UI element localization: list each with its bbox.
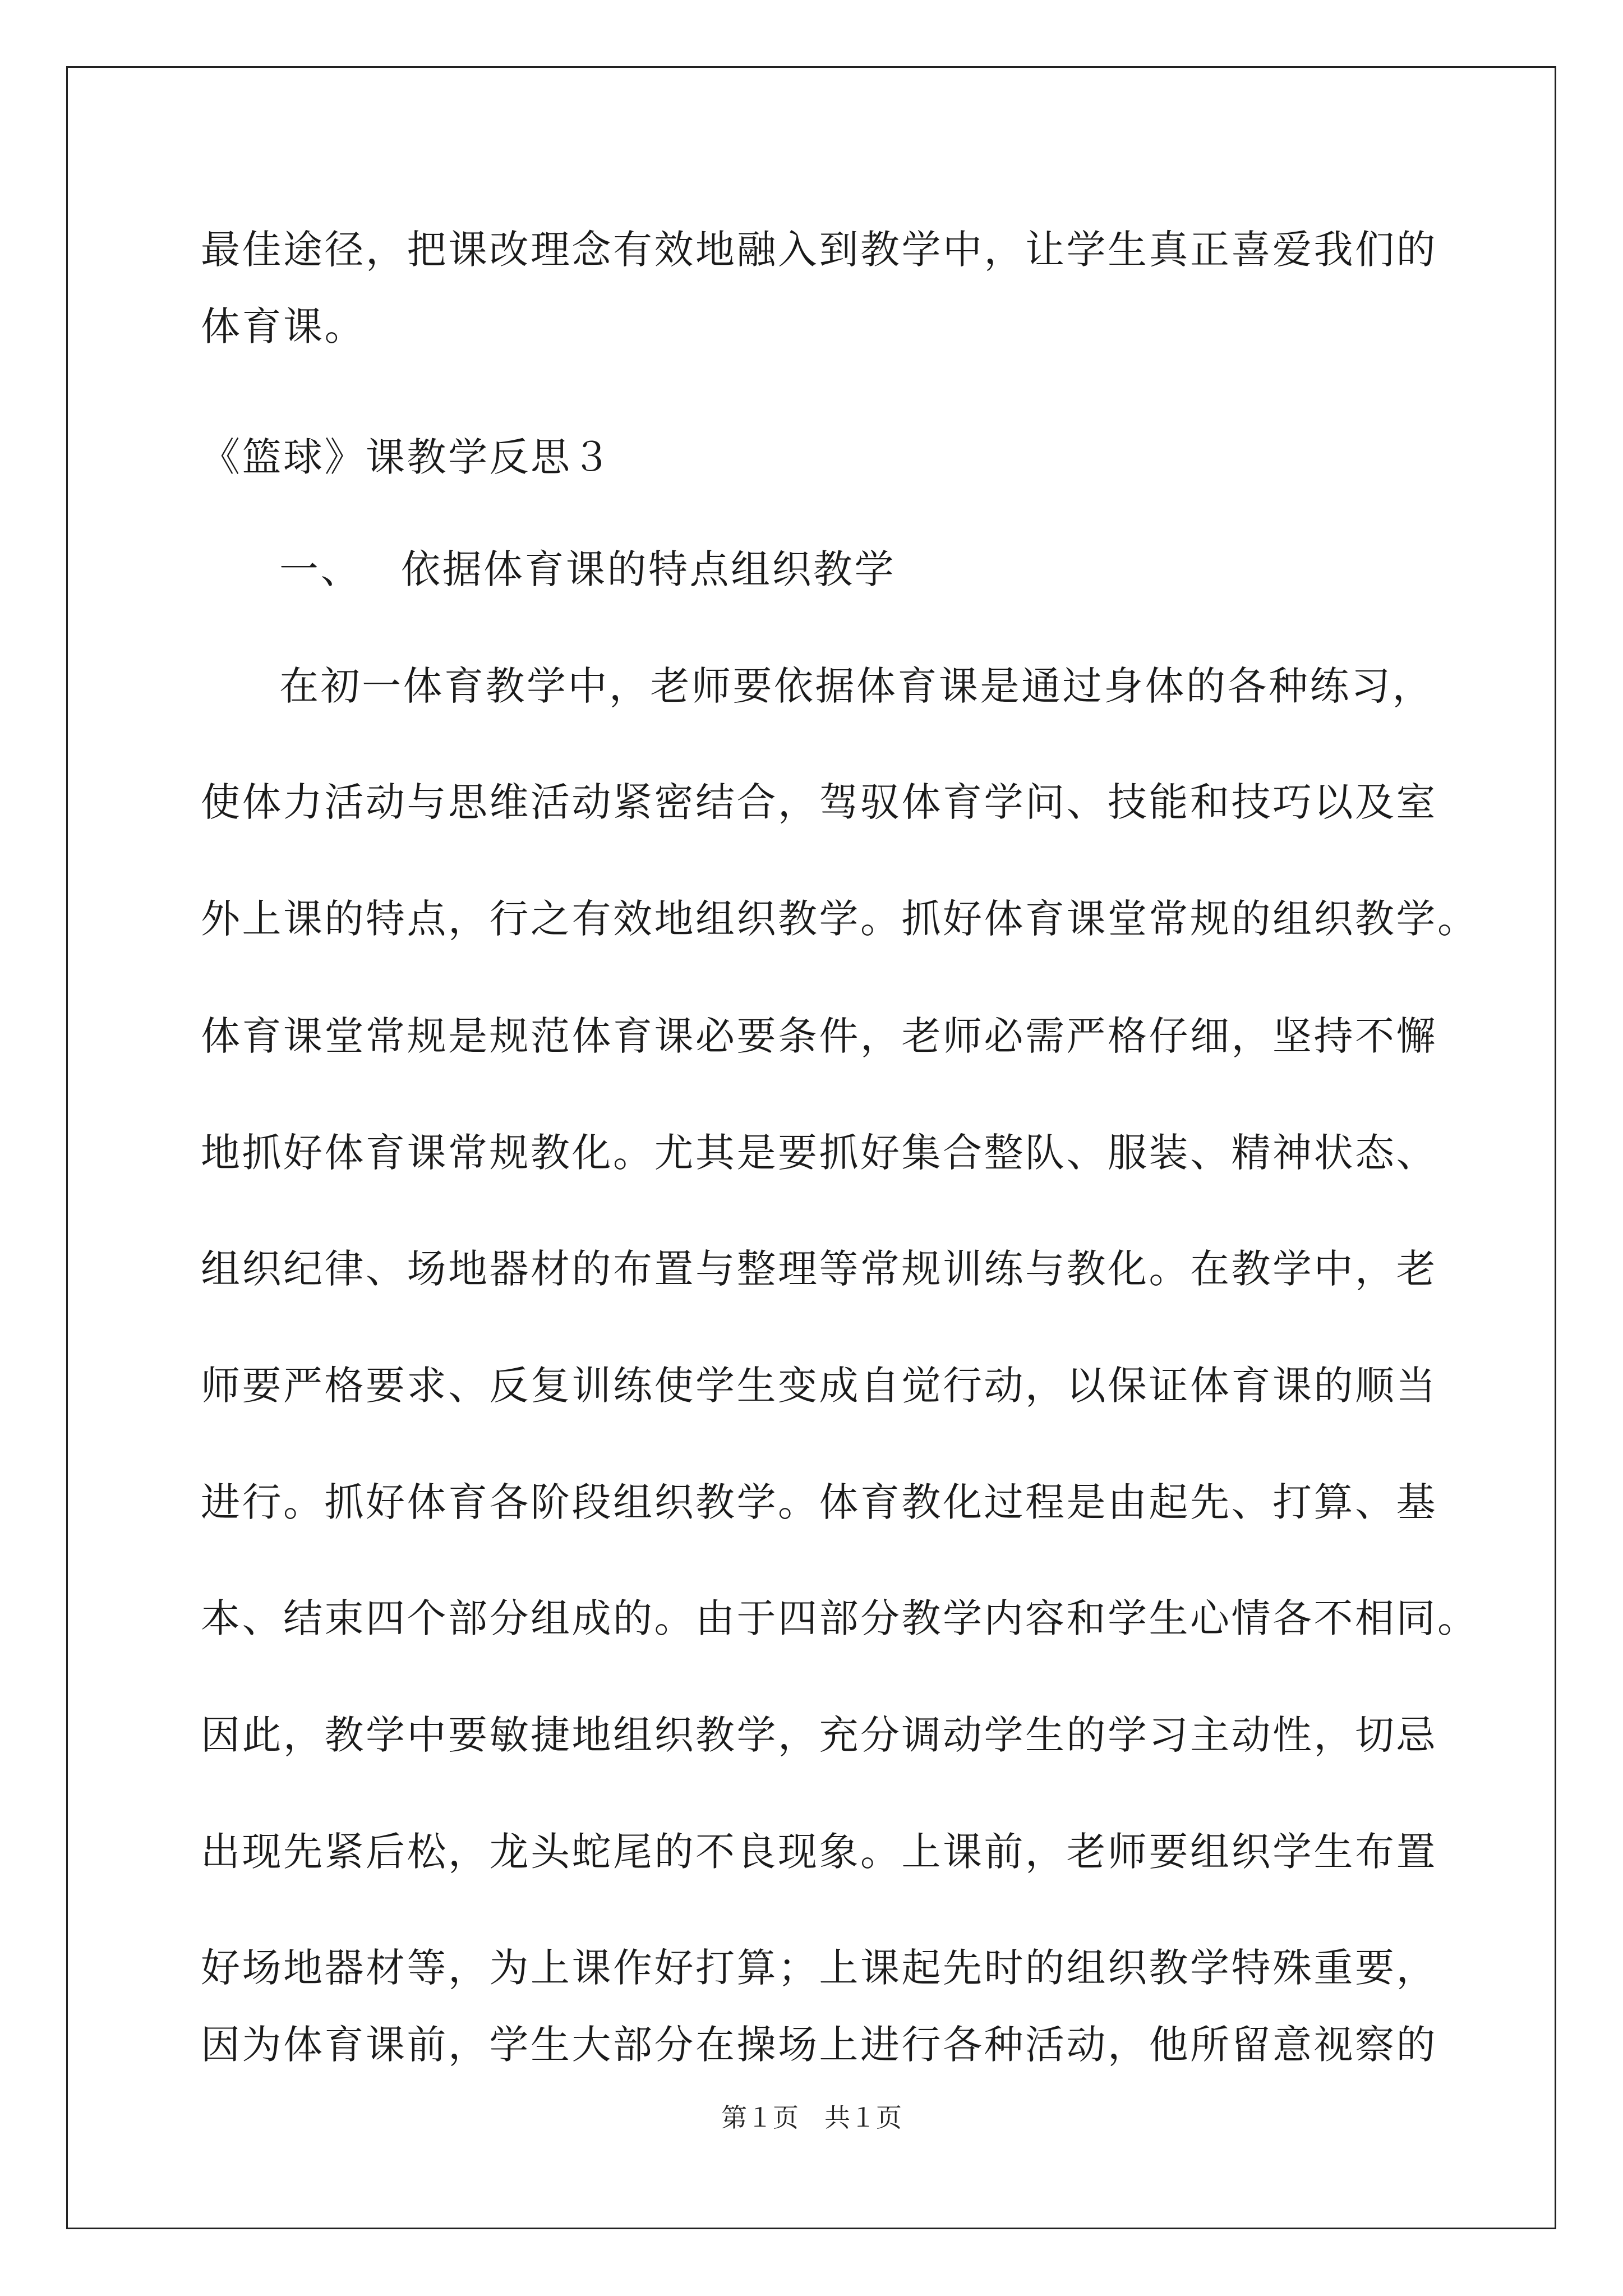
text-line-9: 师要严格要求、反复训练使学生变成自觉行动，以保证体育课的顺当 xyxy=(201,1363,1437,1409)
text-line-1: 最佳途径，把课改理念有效地融入到教学中，让学生真正喜爱我们的 xyxy=(201,227,1437,273)
subheading xyxy=(279,541,896,597)
text-line-2: 体育课。 xyxy=(201,303,366,349)
text-line-14: 好场地器材等，为上课作好打算；上课起先时的组织教学特殊重要， xyxy=(201,1945,1437,1991)
text-line-8: 组织纪律、场地器材的布置与整理等常规训练与教化。在教学中，老 xyxy=(201,1246,1437,1292)
text-line-11: 本、结束四个部分组成的。由于四部分教学内容和学生心情各不相同。 xyxy=(201,1595,1479,1641)
subheading-text: 依据体育课的特点组织教学 xyxy=(401,546,896,592)
text-line-15: 因为体育课前，学生大部分在操场上进行各种活动，他所留意视察的 xyxy=(201,2022,1437,2068)
text-line-5: 外上课的特点，行之有效地组织教学。抓好体育课堂常规的组织教学。 xyxy=(201,896,1479,942)
subheading-number: 一、 xyxy=(279,546,362,592)
text-line-10: 进行。抓好体育各阶段组织教学。体育教化过程是由起先、打算、基 xyxy=(201,1479,1437,1525)
text-line-13: 出现先紧后松，龙头蛇尾的不良现象。上课前，老师要组织学生布置 xyxy=(201,1829,1437,1875)
text-line-7: 地抓好体育课常规教化。尤其是要抓好集合整队、服装、精神状态、 xyxy=(201,1130,1437,1176)
text-line-6: 体育课堂常规是规范体育课必要条件，老师必需严格仔细，坚持不懈 xyxy=(201,1013,1437,1059)
text-line-4: 使体力活动与思维活动紧密结合，驾驭体育学问、技能和技巧以及室 xyxy=(201,779,1437,825)
text-line-3: 在初一体育教学中，老师要依据体育课是通过身体的各种练习， xyxy=(279,663,1433,709)
page-footer: 第１页 共１页 xyxy=(721,2104,902,2132)
section-title: 《篮球》课教学反思３ xyxy=(201,434,613,480)
text-line-12: 因此，教学中要敏捷地组织教学，充分调动学生的学习主动性，切忌 xyxy=(201,1712,1437,1758)
